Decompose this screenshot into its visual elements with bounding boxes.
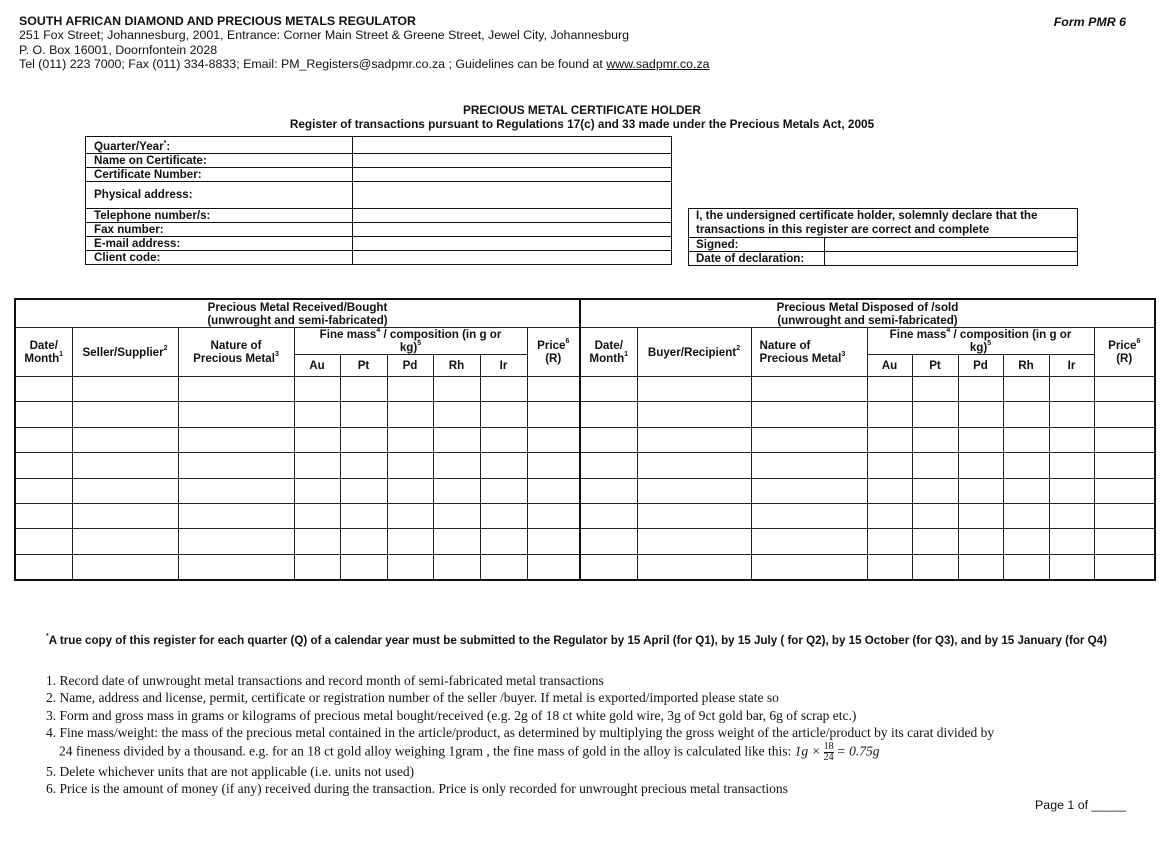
register-cell[interactable] (751, 529, 867, 554)
register-cell[interactable] (387, 453, 433, 478)
register-cell[interactable] (480, 453, 527, 478)
register-cell[interactable] (387, 377, 433, 402)
register-cell[interactable] (294, 503, 340, 528)
register-cell[interactable] (480, 554, 527, 580)
email-label: E-mail address: (86, 236, 353, 250)
register-cell[interactable] (637, 427, 751, 452)
register-cell[interactable] (480, 377, 527, 402)
register-cell[interactable] (1094, 402, 1155, 427)
register-cell[interactable] (580, 554, 637, 580)
footnote-2: 2. Name, address and license, permit, certificate or registration number of the seller /buyer. If metal is exported/imported please state so (46, 690, 779, 706)
certificate-field[interactable] (353, 167, 672, 181)
footnotes (46, 672, 1146, 797)
register-cell[interactable] (15, 554, 72, 580)
register-cell[interactable] (912, 478, 958, 503)
register-cell[interactable] (637, 402, 751, 427)
register-cell[interactable] (580, 503, 637, 528)
col-pd: Pd (958, 355, 1003, 377)
register-cell[interactable] (637, 453, 751, 478)
register-cell[interactable] (1049, 529, 1094, 554)
register-cell[interactable] (72, 453, 178, 478)
signed-label: Signed: (689, 238, 825, 252)
register-cell[interactable] (637, 529, 751, 554)
register-cell[interactable] (527, 402, 580, 427)
register-cell[interactable] (1003, 503, 1049, 528)
regulator-name: SOUTH AFRICAN DIAMOND AND PRECIOUS METALS REGULATOR (19, 14, 416, 28)
name-label: Name on Certificate: (86, 153, 353, 167)
register-cell[interactable] (1094, 377, 1155, 402)
register-cell[interactable] (480, 529, 527, 554)
register-cell[interactable] (751, 427, 867, 452)
register-cell[interactable] (958, 402, 1003, 427)
col-date-received: Date/ Month$^1$ (15, 328, 72, 377)
register-cell[interactable] (1003, 453, 1049, 478)
address-label: Physical address: (86, 181, 353, 208)
col-price-received: Price$^6$ (R) (527, 328, 580, 377)
register-cell[interactable] (387, 427, 433, 452)
register-cell[interactable] (294, 554, 340, 580)
phone-field[interactable] (353, 208, 672, 222)
col-ir: Ir (480, 355, 527, 377)
register-cell[interactable] (580, 402, 637, 427)
register-cell[interactable] (912, 427, 958, 452)
register-cell[interactable] (178, 427, 294, 452)
register-cell[interactable] (433, 554, 480, 580)
register-cell[interactable] (580, 427, 637, 452)
received-group-header: Precious Metal Received/Bought (unwrought and semi-fabricated) (15, 299, 580, 328)
register-cell[interactable] (294, 377, 340, 402)
register-cell[interactable] (912, 503, 958, 528)
register-cell[interactable] (637, 503, 751, 528)
register-row (15, 377, 1155, 402)
register-cell[interactable] (1094, 503, 1155, 528)
register-cell[interactable] (1094, 478, 1155, 503)
register-cell[interactable] (527, 427, 580, 452)
col-pt: Pt (912, 355, 958, 377)
register-cell[interactable] (1049, 478, 1094, 503)
register-cell[interactable] (867, 377, 912, 402)
register-cell[interactable] (1049, 402, 1094, 427)
register-cell[interactable] (580, 453, 637, 478)
register-cell[interactable] (178, 377, 294, 402)
quarter-label: Quarter/Year*: (86, 137, 353, 154)
col-seller: Seller/Supplier$^2$ (72, 328, 178, 377)
register-cell[interactable] (294, 453, 340, 478)
register-cell[interactable] (867, 478, 912, 503)
register-cell[interactable] (340, 503, 387, 528)
form-title-line1: PRECIOUS METAL CERTIFICATE HOLDER (463, 103, 701, 117)
register-cell[interactable] (340, 554, 387, 580)
col-rh: Rh (433, 355, 480, 377)
register-cell[interactable] (15, 529, 72, 554)
register-cell[interactable] (294, 529, 340, 554)
register-cell[interactable] (72, 478, 178, 503)
register-cell[interactable] (480, 427, 527, 452)
register-cell[interactable] (958, 554, 1003, 580)
register-entries (15, 377, 1155, 581)
register-cell[interactable] (72, 402, 178, 427)
register-cell[interactable] (1049, 503, 1094, 528)
form-title-line2: Register of transactions pursuant to Regulations 17(c) and 33 made under the Precious Metals Act, 2005 (289, 117, 875, 131)
register-cell[interactable] (912, 554, 958, 580)
register-cell[interactable] (958, 377, 1003, 402)
register-cell[interactable] (433, 503, 480, 528)
regulator-po-box: P. O. Box 16001, Doornfontein 2028 (19, 42, 218, 57)
fax-field[interactable] (353, 222, 672, 236)
register-cell[interactable] (867, 402, 912, 427)
register-cell[interactable] (1049, 377, 1094, 402)
register-cell[interactable] (1094, 427, 1155, 452)
register-cell[interactable] (387, 503, 433, 528)
register-cell[interactable] (15, 503, 72, 528)
register-cell[interactable] (72, 529, 178, 554)
register-cell[interactable] (340, 377, 387, 402)
client-code-field[interactable] (353, 250, 672, 264)
register-row (15, 453, 1155, 478)
register-cell[interactable] (387, 402, 433, 427)
register-cell[interactable] (340, 402, 387, 427)
register-cell[interactable] (751, 554, 867, 580)
register-cell[interactable] (433, 427, 480, 452)
register-cell[interactable] (580, 478, 637, 503)
contact-text: Tel (011) 223 7000; Fax (011) 334-8833; Email: PM_Registers@sadpmr.co.za ; Guidelines can be found at (19, 56, 607, 71)
register-cell[interactable] (1003, 427, 1049, 452)
register-cell[interactable] (867, 554, 912, 580)
page-number: Page 1 of _____ (1035, 798, 1126, 812)
register-cell[interactable] (480, 503, 527, 528)
register-cell[interactable] (958, 503, 1003, 528)
quarter-field[interactable] (353, 137, 672, 154)
register-cell[interactable] (15, 427, 72, 452)
register-row (15, 402, 1155, 427)
guidelines-link[interactable]: www.sadpmr.co.za (606, 56, 710, 71)
register-cell[interactable] (867, 427, 912, 452)
register-row (15, 478, 1155, 503)
register-cell[interactable] (72, 427, 178, 452)
register-cell[interactable] (958, 478, 1003, 503)
register-cell[interactable] (912, 377, 958, 402)
register-cell[interactable] (751, 503, 867, 528)
col-date-disposed: Date/ Month$^1$ (580, 328, 637, 377)
register-cell[interactable] (527, 478, 580, 503)
register-cell[interactable] (580, 377, 637, 402)
register-cell[interactable] (387, 554, 433, 580)
client-code-label: Client code: (86, 250, 353, 264)
declaration-date-field[interactable] (825, 252, 1078, 266)
register-cell[interactable] (580, 529, 637, 554)
signature-field[interactable] (825, 238, 1078, 252)
register-cell[interactable] (1003, 377, 1049, 402)
register-cell[interactable] (1094, 554, 1155, 580)
register-cell[interactable] (751, 478, 867, 503)
register-cell[interactable] (178, 402, 294, 427)
address-field[interactable] (353, 181, 672, 208)
col-pd: Pd (387, 355, 433, 377)
name-field[interactable] (353, 153, 672, 167)
register-cell[interactable] (1049, 427, 1094, 452)
register-cell[interactable] (294, 402, 340, 427)
register-cell[interactable] (958, 453, 1003, 478)
register-cell[interactable] (867, 453, 912, 478)
col-nature-received: Nature of Precious Metal$^3$ (178, 328, 294, 377)
register-cell[interactable] (294, 478, 340, 503)
register-cell[interactable] (433, 453, 480, 478)
register-cell[interactable] (15, 478, 72, 503)
col-fine-mass-disposed: Fine mass$^4$ / composition (in g or kg)$^5$ (867, 328, 1094, 355)
footnote-1: 1. Record date of unwrought metal transactions and record month of semi-fabricated metal transactions (46, 673, 604, 688)
register-cell[interactable] (1049, 453, 1094, 478)
register-cell[interactable] (912, 529, 958, 554)
register-cell[interactable] (15, 453, 72, 478)
register-cell[interactable] (1003, 402, 1049, 427)
register-cell[interactable] (178, 554, 294, 580)
register-cell[interactable] (751, 377, 867, 402)
email-field[interactable] (353, 236, 672, 250)
register-cell[interactable] (1094, 529, 1155, 554)
register-cell[interactable] (340, 427, 387, 452)
register-row (15, 529, 1155, 554)
transactions-register (14, 298, 1156, 581)
certificate-label: Certificate Number: (86, 167, 353, 181)
register-cell[interactable] (912, 453, 958, 478)
regulator-contact (19, 57, 710, 71)
submission-note: *A true copy of this register for each quarter (Q) of a calendar year must be submitted to the Regulator by 15 April (for Q1), by 15 July ( for Q2), by 15 October (for Q3), and by 15 January (for Q4) (46, 633, 1107, 647)
footnote-3: 3. Form and gross mass in grams or kilograms of precious metal bought/received (e.g. 2g of 18 ct white gold wire, 3g of 9ct gold bar, 6g of scrap etc.) (46, 707, 857, 723)
register-cell[interactable] (340, 453, 387, 478)
footnote-5: 5. Delete whichever units that are not applicable (i.e. units not used) (46, 763, 415, 779)
col-pt: Pt (340, 355, 387, 377)
register-cell[interactable] (15, 402, 72, 427)
register-cell[interactable] (340, 529, 387, 554)
holder-details-table (85, 136, 672, 265)
register-cell[interactable] (1003, 554, 1049, 580)
form-title (0, 103, 1164, 131)
register-cell[interactable] (433, 478, 480, 503)
register-cell[interactable] (72, 554, 178, 580)
col-price-disposed: Price$^6$ (R) (1094, 328, 1155, 377)
fraction: $\frac{18}{24}$ (823, 740, 834, 763)
register-cell[interactable] (178, 503, 294, 528)
declaration-date-label: Date of declaration: (689, 252, 825, 266)
col-au: Au (867, 355, 912, 377)
register-cell[interactable] (1003, 478, 1049, 503)
col-fine-mass-received: Fine mass$^4$ / composition (in g or kg)$^5$ (294, 328, 527, 355)
register-cell[interactable] (15, 377, 72, 402)
register-cell[interactable] (867, 529, 912, 554)
register-cell[interactable] (480, 478, 527, 503)
register-cell[interactable] (1094, 453, 1155, 478)
register-cell[interactable] (527, 529, 580, 554)
register-cell[interactable] (72, 503, 178, 528)
register-cell[interactable] (527, 377, 580, 402)
form-number: Form PMR 6 (1053, 15, 1126, 29)
register-cell[interactable] (637, 377, 751, 402)
col-rh: Rh (1003, 355, 1049, 377)
regulator-address: 251 Fox Street; Johannesburg, 2001, Entrance: Corner Main Street & Greene Street, Jewel City, Johannesburg (19, 28, 630, 43)
register-row (15, 554, 1155, 580)
register-cell[interactable] (527, 503, 580, 528)
register-cell[interactable] (958, 529, 1003, 554)
register-cell[interactable] (912, 402, 958, 427)
footnote-4: 4. Fine mass/weight: the mass of the precious metal contained in the article/product, as determined by multiplying the gross weight of the article/product by its carat divided by (46, 725, 995, 741)
footnote-4-example: 24 fineness divided by a thousand. e.g. for an 18 ct gold alloy weighing 1gram , the fine mass of gold in the alloy is calculated like this: 1g × $\frac{18}{24}$ = 0.75g (59, 740, 880, 763)
col-au: Au (294, 355, 340, 377)
register-cell[interactable] (867, 503, 912, 528)
declaration-text: I, the undersigned certificate holder, solemnly declare that the transactions in this register are correct and complete (689, 209, 1078, 238)
regulator-header (19, 14, 710, 71)
register-cell[interactable] (340, 478, 387, 503)
register-cell[interactable] (387, 529, 433, 554)
register-cell[interactable] (958, 427, 1003, 452)
footnote-6: 6. Price is the amount of money (if any) received during the transaction. Price is only recorded for unwrought precious metal transactions (46, 781, 788, 797)
register-cell[interactable] (294, 427, 340, 452)
register-cell[interactable] (637, 554, 751, 580)
disposed-group-header: Precious Metal Disposed of /sold (unwrought and semi-fabricated) (580, 299, 1155, 328)
register-cell[interactable] (527, 453, 580, 478)
col-buyer: Buyer/Recipient$^2$ (637, 328, 751, 377)
register-cell[interactable] (1049, 554, 1094, 580)
register-cell[interactable] (751, 402, 867, 427)
register-cell[interactable] (387, 478, 433, 503)
register-cell[interactable] (637, 478, 751, 503)
register-cell[interactable] (433, 377, 480, 402)
col-ir: Ir (1049, 355, 1094, 377)
register-row (15, 503, 1155, 528)
register-cell[interactable] (480, 402, 527, 427)
register-cell[interactable] (72, 377, 178, 402)
register-cell[interactable] (433, 402, 480, 427)
register-cell[interactable] (178, 453, 294, 478)
declaration-table (688, 208, 1078, 266)
col-nature-disposed: Nature of Precious Metal$^3$ (751, 328, 867, 377)
register-cell[interactable] (751, 453, 867, 478)
register-cell[interactable] (178, 478, 294, 503)
register-cell[interactable] (527, 554, 580, 580)
register-cell[interactable] (433, 529, 480, 554)
phone-label: Telephone number/s: (86, 208, 353, 222)
fax-label: Fax number: (86, 222, 353, 236)
register-row (15, 427, 1155, 452)
register-cell[interactable] (1003, 529, 1049, 554)
register-cell[interactable] (178, 529, 294, 554)
